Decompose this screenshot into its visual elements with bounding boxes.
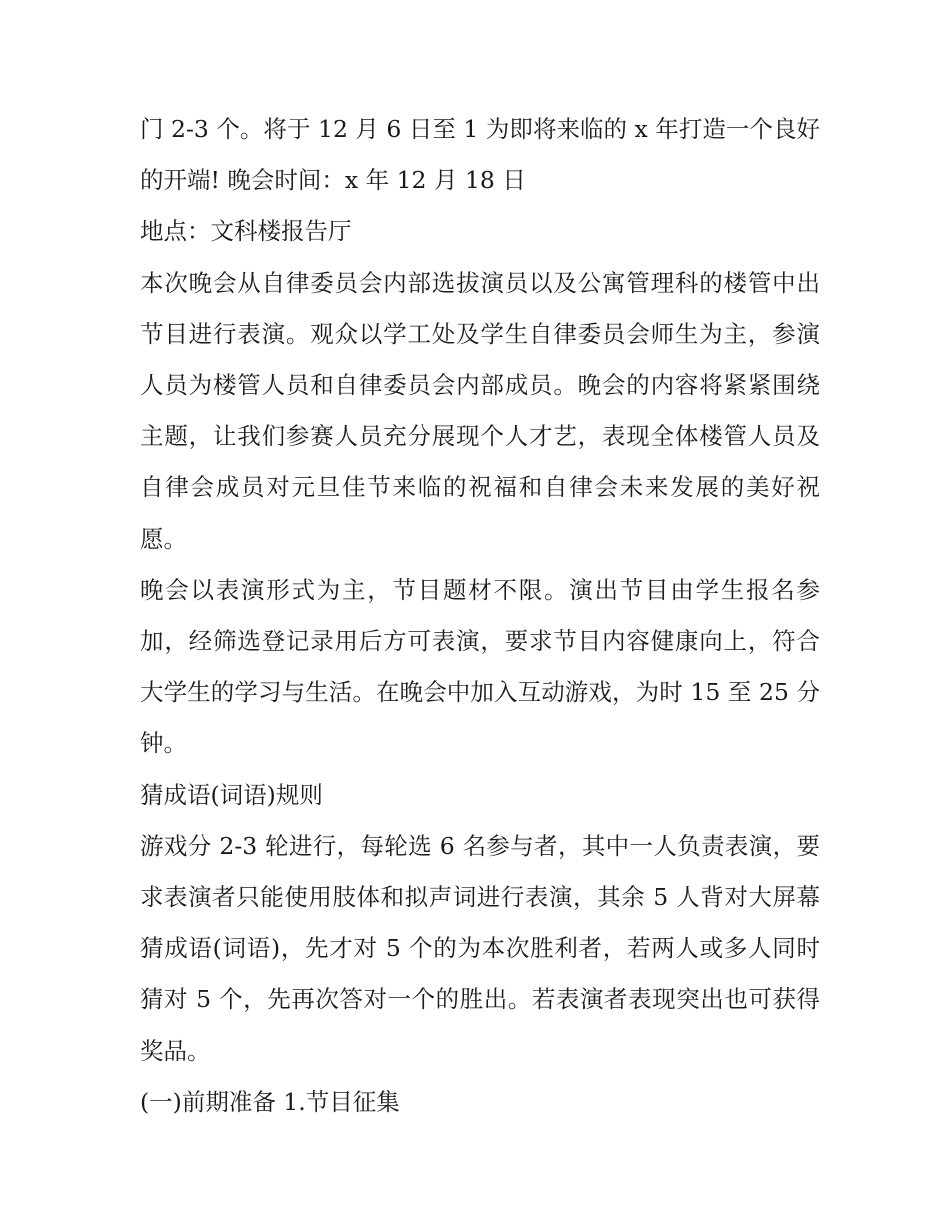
- paragraph-intro-time: 门 2-3 个。将于 12 月 6 日至 1 为即将来临的 x 年打造一个良好的开端! 晚会时间：x 年 12 月 18 日: [140, 115, 820, 195]
- paragraph-participants: 本次晚会从自律委员会内部选拔演员以及公寓管理科的楼管中出节目进行表演。观众以学工处及学生自律委员会师生为主，参演人员为楼管人员和自律委员会内部成员。晚会的内容将紧紧围绕主题，让我们参赛人员充分展现个人才艺，表现全体楼管人员及自律会成员对元旦佳节来临的祝福和自律会未来发展的美好祝愿。: [140, 268, 820, 553]
- paragraph-format: 晚会以表演形式为主，节目题材不限。演出节目由学生报名参加，经筛选登记录用后方可表演，要求节目内容健康向上，符合大学生的学习与生活。在晚会中加入互动游戏，为时 15 至 25 分钟。: [140, 575, 820, 758]
- paragraph-location: 地点：文科楼报告厅: [140, 217, 352, 246]
- paragraph-game-rules: 游戏分 2-3 轮进行，每轮选 6 名参与者，其中一人负责表演，要求表演者只能使用肢体和拟声词进行表演，其余 5 人背对大屏幕猜成语(词语)，先才对 5 个的为本次胜利者，若两人或多人同时猜对 5 个，先再次答对一个的胜出。若表演者表现突出也可获得奖品。: [140, 831, 820, 1065]
- paragraph-preparation-heading: (一)前期准备 1.节目征集: [140, 1087, 400, 1116]
- paragraph-game-rules-heading: 猜成语(词语)规则: [140, 780, 323, 809]
- document-body: [140, 104, 820, 1128]
